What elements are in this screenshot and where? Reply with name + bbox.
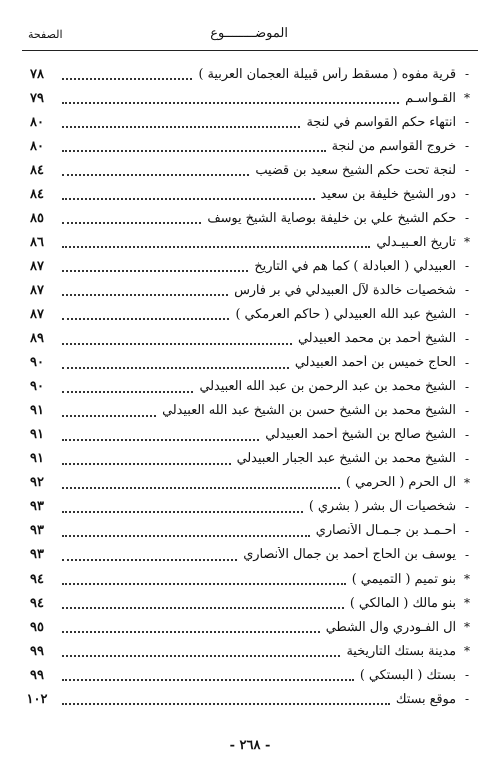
toc-entry [22, 158, 478, 182]
entry-title: خروج القواسم من لنجة [331, 138, 456, 154]
entry-page-number: ٨٤ [30, 162, 44, 178]
entry-page-number: ٩١ [30, 451, 44, 467]
dot-leader [62, 501, 303, 513]
toc-entry [22, 254, 478, 278]
bullet-marker: - [464, 307, 470, 322]
entry-title: مدينة بستك التاريخية [346, 643, 456, 659]
entry-title: تاريخ العـبيـدلي [376, 234, 456, 250]
bullet-marker: - [464, 692, 470, 707]
entry-page-number: ٨٥ [30, 210, 44, 226]
toc-entry [22, 62, 478, 86]
entry-title: بنو تميم ( التميمي ) [351, 571, 456, 587]
dot-leader [62, 597, 344, 609]
toc-entry [22, 278, 478, 302]
entry-title: الحاج خميس بن أحمد العبيدلي [294, 355, 456, 371]
entry-title: بستك ( البستكي ) [359, 667, 456, 683]
bullet-marker: * [464, 596, 470, 611]
entry-title: شخصيات آل بشر ( بشري ) [308, 499, 456, 515]
table-of-contents [22, 62, 478, 711]
entry-page-number: ٩٤ [30, 595, 44, 611]
bullet-marker: - [464, 451, 470, 466]
dot-leader [62, 68, 192, 80]
toc-entry [22, 86, 478, 110]
dot-leader [62, 116, 300, 128]
entry-page-number: ١٠٢ [26, 691, 48, 707]
toc-entry [22, 134, 478, 158]
bullet-marker: - [464, 211, 470, 226]
entry-title: الشيخ محمد بن عبد الرحمن بن عبد الله العبيدلي [199, 379, 456, 395]
entry-title: الشيخ محمد بن الشيخ حسن بن الشيخ عبد الله العبيدلي [162, 403, 456, 419]
dot-leader [62, 260, 248, 272]
toc-header [22, 26, 478, 54]
entry-page-number: ٨٤ [30, 186, 44, 202]
entry-title: أحـمـد بن جـمـال الأنصاري [315, 523, 456, 539]
dot-leader [62, 693, 390, 705]
entry-page-number: ٨٧ [30, 282, 44, 298]
bullet-marker: - [464, 139, 470, 154]
dot-leader [62, 453, 231, 465]
dot-leader [62, 549, 237, 561]
dot-leader [62, 429, 259, 441]
entry-title: الشيخ محمد بن الشيخ عبد الجبار العبيدلي [236, 451, 456, 467]
bullet-marker: * [464, 235, 470, 250]
dot-leader [62, 212, 201, 224]
bullet-marker: - [464, 67, 470, 82]
dot-leader [62, 381, 193, 393]
toc-entry [22, 375, 478, 399]
bullet-marker: * [464, 475, 470, 490]
dot-leader [62, 621, 320, 633]
bullet-marker: - [464, 283, 470, 298]
entry-page-number: ٩٩ [30, 643, 44, 659]
toc-entry [22, 423, 478, 447]
bullet-marker: - [464, 547, 470, 562]
entry-page-number: ٨٠ [30, 114, 44, 130]
entry-title: قرية مفوه ( مسقط رأس قبيلة العجمان العربية ) [198, 66, 456, 82]
dot-leader [62, 573, 346, 585]
entry-page-number: ٩٩ [30, 667, 44, 683]
dot-leader [62, 669, 354, 681]
bullet-marker: - [464, 115, 470, 130]
toc-entry [22, 447, 478, 471]
page-column-heading: الصفحة [28, 28, 63, 41]
bullet-marker: - [464, 259, 470, 274]
entry-title: آل الحرم ( الحرمي ) [345, 475, 456, 491]
bullet-marker: * [464, 572, 470, 586]
entry-title: يوسف بن الحاج أحمد بن جمال الأنصاري [243, 547, 456, 563]
bullet-marker: - [464, 668, 470, 683]
entry-title: حكم الشيخ علي بن خليفة بوصاية الشيخ يوسف [207, 210, 456, 226]
entry-page-number: ٧٩ [30, 90, 44, 106]
entry-page-number: ٩٣ [30, 547, 44, 563]
entry-page-number: ٨٧ [30, 306, 44, 322]
dot-leader [62, 333, 292, 345]
toc-entry [22, 639, 478, 663]
toc-entry [22, 327, 478, 351]
toc-entry [22, 182, 478, 206]
bullet-marker: - [464, 163, 470, 178]
dot-leader [62, 308, 229, 320]
bullet-marker: - [464, 355, 470, 370]
entry-page-number: ٩٤ [30, 571, 44, 587]
toc-entry [22, 591, 478, 615]
dot-leader [62, 92, 399, 104]
entry-page-number: ٧٨ [30, 66, 44, 82]
entry-page-number: ٩٠ [30, 379, 44, 395]
toc-entry [22, 519, 478, 543]
subject-column-heading: الموضــــــــوع [210, 26, 288, 41]
entry-page-number: ٩٣ [30, 499, 44, 515]
bullet-marker: * [464, 91, 470, 106]
bullet-marker: - [464, 499, 470, 514]
entry-page-number: ٩٢ [30, 475, 44, 491]
entry-page-number: ٨٩ [30, 331, 44, 347]
page-number-footer: - ٢٦٨ - [229, 738, 271, 753]
dot-leader [62, 525, 310, 537]
toc-entry [22, 495, 478, 519]
entry-page-number: ٩٠ [30, 355, 44, 371]
toc-entry [22, 302, 478, 326]
toc-entry [22, 687, 478, 711]
toc-entry [22, 471, 478, 495]
toc-entry [22, 351, 478, 375]
toc-entry [22, 399, 478, 423]
entry-title: الشيخ صالح بن الشيخ أحمد العبيدلي [265, 427, 456, 443]
dot-leader [62, 645, 340, 657]
entry-page-number: ٩١ [30, 403, 44, 419]
toc-entry [22, 110, 478, 134]
bullet-marker: - [464, 523, 470, 538]
dot-leader [62, 236, 370, 248]
entry-page-number: ٨٠ [30, 138, 44, 154]
entry-title: آل الفـودري وآل الشطي [325, 619, 456, 635]
toc-entry [22, 230, 478, 254]
dot-leader [62, 140, 326, 152]
entry-title: القـواسـم [405, 90, 456, 106]
bullet-marker: - [464, 379, 470, 394]
dot-leader [62, 164, 249, 176]
header-rule [22, 50, 478, 51]
entry-title: دور الشيخ خليفة بن سعيد [320, 186, 456, 202]
entry-title: العبيدلي ( العبادلة ) كما هم في التاريخ [254, 258, 456, 274]
entry-title: شخصيات خالدة لآل العبيدلي في بر فارس [234, 282, 456, 298]
entry-title: موقع بستك [395, 691, 456, 707]
entry-title: بنو مالك ( المالكي ) [349, 595, 456, 611]
toc-entry [22, 543, 478, 567]
entry-page-number: ٩١ [30, 427, 44, 443]
bullet-marker: - [464, 187, 470, 202]
entry-page-number: ٨٦ [30, 234, 44, 250]
toc-entry [22, 206, 478, 230]
toc-entry [22, 663, 478, 687]
dot-leader [62, 405, 156, 417]
dot-leader [62, 284, 228, 296]
bullet-marker: * [464, 620, 470, 635]
entry-title: الشيخ عبد الله العبيدلي ( حاكم العرمكي ) [235, 306, 456, 322]
dot-leader [62, 357, 289, 369]
entry-page-number: ٨٧ [30, 258, 44, 274]
entry-page-number: ٩٥ [30, 619, 44, 635]
entry-page-number: ٩٣ [30, 523, 44, 539]
entry-title: انتهاء حكم القواسم في لنجة [306, 114, 456, 130]
toc-entry [22, 615, 478, 639]
toc-entry [22, 567, 478, 591]
dot-leader [62, 188, 315, 200]
bullet-marker: - [464, 403, 470, 418]
bullet-marker: - [464, 427, 470, 442]
entry-title: لنجة تحت حكم الشيخ سعيد بن قضيب [255, 162, 456, 178]
dot-leader [62, 477, 340, 489]
bullet-marker: - [464, 331, 470, 346]
bullet-marker: * [464, 644, 470, 659]
entry-title: الشيخ أحمد بن محمد العبيدلي [297, 331, 456, 347]
